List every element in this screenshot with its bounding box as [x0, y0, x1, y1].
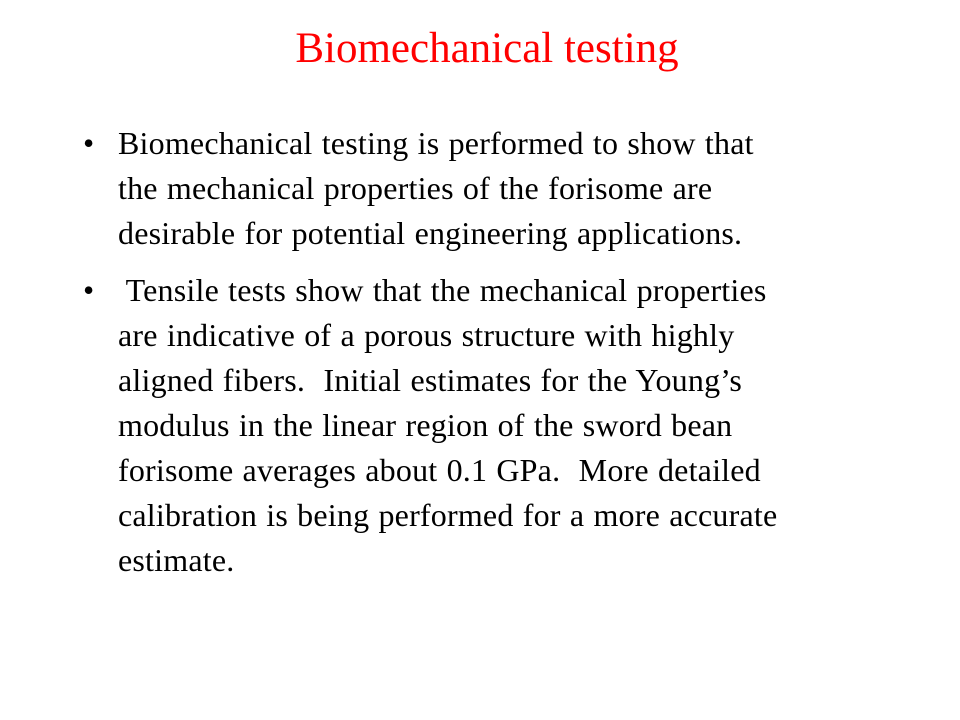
- bullet-line: the mechanical properties of the forisome are: [118, 170, 713, 206]
- bullet-item: [83, 121, 883, 256]
- bullet-list: [83, 121, 883, 583]
- bullet-line: desirable for potential engineering applications.: [118, 215, 743, 251]
- bullet-line: estimate.: [118, 542, 235, 578]
- bullet-line: are indicative of a porous structure with highly: [118, 317, 735, 353]
- bullet-item: [83, 268, 883, 583]
- bullet-line: Biomechanical testing is performed to show that: [118, 125, 754, 161]
- bullet-icon: •: [83, 272, 95, 308]
- bullet-line: modulus in the linear region of the sword bean: [118, 407, 733, 443]
- slide-title: Biomechanical testing: [295, 25, 679, 72]
- bullet-line: calibration is being performed for a more accurate: [118, 497, 778, 533]
- bullet-line: Tensile tests show that the mechanical properties: [118, 272, 767, 308]
- bullet-icon: •: [83, 125, 95, 161]
- bullet-line: aligned fibers. Initial estimates for the Young’s: [118, 362, 743, 398]
- bullet-line: forisome averages about 0.1 GPa. More detailed: [118, 452, 761, 488]
